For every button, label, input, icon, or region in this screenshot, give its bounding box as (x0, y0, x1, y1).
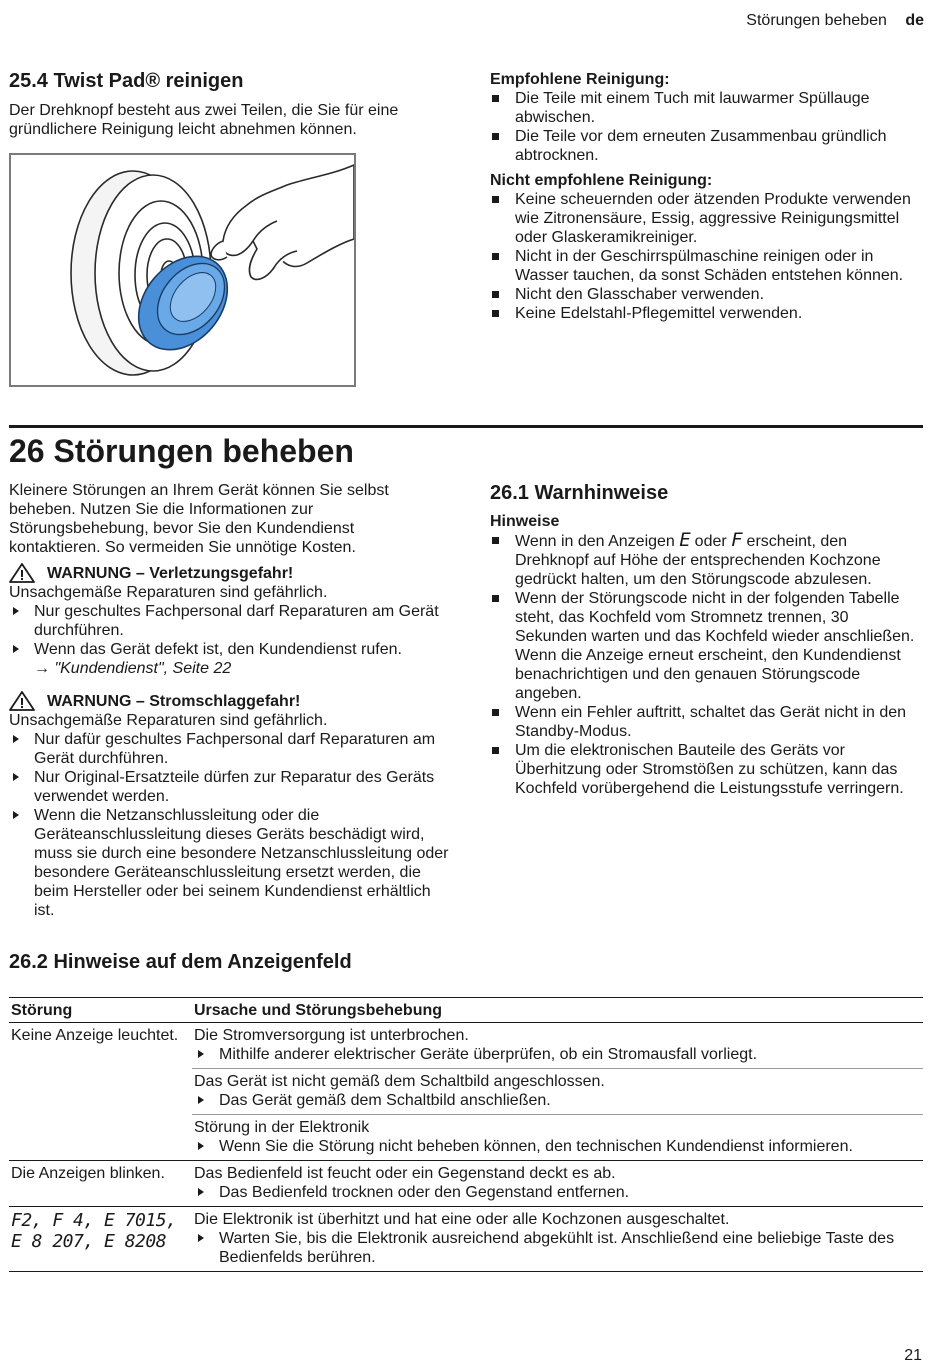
warning-injury-list (9, 602, 449, 659)
warning-injury-text: Unsachgemäße Reparaturen sind gefährlich. (9, 584, 328, 601)
list-item: Nur geschultes Fachpersonal darf Reparaturen am Gerät durchführen. (9, 602, 449, 640)
cause-cell (192, 1115, 923, 1161)
section-25-4-title: 25.4 Twist Pad® reinigen (9, 70, 244, 92)
table-row (9, 1023, 923, 1069)
lcd-code-f: F (731, 529, 743, 551)
warning-injury (9, 563, 449, 678)
cause-cell (192, 1207, 923, 1272)
warning-injury-heading (9, 563, 449, 583)
lcd-code-e: E (679, 529, 691, 551)
table-header-row (9, 998, 923, 1023)
chapter-26-intro: Kleinere Störungen an Ihrem Gerät können Sie selbst beheben. Nutzen Sie die Informationen zur Störungsbehebung, bevor Sie den Kundendienst kontaktieren. So vermeiden Sie unnötige Kosten. (9, 482, 389, 556)
fault-cell: Die Anzeigen blinken. (9, 1161, 192, 1207)
warning-shock-heading (9, 691, 449, 711)
hint-text: Wenn in den Anzeigen (515, 533, 680, 550)
cause-text: Das Gerät ist nicht gemäß dem Schaltbild angeschlossen. (194, 1073, 605, 1090)
header-section: Störungen beheben (746, 12, 887, 29)
list-item: Die Teile mit einem Tuch mit lauwarmer Spüllauge abwischen. (490, 89, 915, 127)
fault-table (9, 997, 923, 1272)
cause-cell (192, 1161, 923, 1207)
not-recommended-cleaning-title: Nicht empfohlene Reinigung: (490, 172, 713, 189)
page-number: 21 (904, 1347, 922, 1364)
cause-cell (192, 1069, 923, 1115)
list-item: Nicht den Glasschaber verwenden. (490, 285, 915, 304)
section-26-2-title: 26.2 Hinweise auf dem Anzeigenfeld (9, 951, 352, 973)
cause-text: Die Elektronik ist überhitzt und hat eine oder alle Kochzonen ausgeschaltet. (194, 1211, 730, 1228)
section-26-1-title: 26.1 Warnhinweise (490, 482, 669, 504)
list-item: Wenn der Störungscode nicht in der folgenden Tabelle steht, das Kochfeld vom Stromnetz trennen, 30 Sekunden warten und das Kochfeld wieder anschließen. Wenn die Anzeige erneut erscheint, den Kundendienst benachrichtigen und den genauen Störungscode angeben. (490, 589, 915, 703)
list-item: Das Bedienfeld trocknen oder den Gegenstand entfernen. (194, 1183, 921, 1202)
hints-subheading: Hinweise (490, 513, 560, 530)
header-lang: de (905, 12, 924, 29)
cause-text: Die Stromversorgung ist unterbrochen. (194, 1027, 469, 1044)
warning-shock-title: WARNUNG – Stromschlaggefahr! (47, 692, 301, 710)
hint-text: oder (690, 533, 732, 550)
column-header-cause: Ursache und Störungsbehebung (192, 998, 923, 1023)
cause-cell (192, 1023, 923, 1069)
warning-electric-shock (9, 691, 449, 920)
cause-text: Störung in der Elektronik (194, 1119, 370, 1136)
hint-text: erscheint, den Drehknopf auf Höhe der entsprechenden Kochzone gedrückt halten, um den Störungscode abzulesen. (515, 533, 881, 588)
list-item: Nur dafür geschultes Fachpersonal darf Reparaturen am Gerät durchführen. (9, 730, 449, 768)
list-item: Warten Sie, bis die Elektronik ausreichend abgekühlt ist. Anschließend eine beliebige Taste des Bedienfelds berühren. (194, 1229, 921, 1267)
chapter-26-title: 26 Störungen beheben (9, 433, 354, 469)
list-item: Das Gerät gemäß dem Schaltbild anschließen. (194, 1091, 921, 1110)
warning-shock-text: Unsachgemäße Reparaturen sind gefährlich. (9, 712, 328, 729)
not-recommended-cleaning-list (490, 190, 915, 323)
section-25-4-intro: Der Drehknopf besteht aus zwei Teilen, die Sie für eine gründlichere Reinigung leicht abnehmen können. (9, 102, 399, 138)
customer-service-link[interactable]: → "Kundendienst", Seite 22 (34, 660, 232, 677)
list-item: Wenn ein Fehler auftritt, schaltet das Gerät nicht in den Standby-Modus. (490, 703, 915, 741)
recommended-cleaning-title: Empfohlene Reinigung: (490, 71, 670, 88)
hand-removing-knob-icon (11, 155, 354, 385)
list-item: Die Teile vor dem erneuten Zusammenbau gründlich abtrocknen. (490, 127, 915, 165)
warning-injury-title: WARNUNG – Verletzungsgefahr! (47, 564, 294, 582)
warning-shock-list (9, 730, 449, 920)
list-item: Um die elektronischen Bauteile des Geräts vor Überhitzung oder Stromstößen zu schützen, kann das Kochfeld vorübergehend die Leistungsstufe verringern. (490, 741, 915, 798)
running-header (746, 11, 924, 30)
list-item: Nicht in der Geschirrspülmaschine reinigen oder in Wasser tauchen, da sonst Schäden entstehen können. (490, 247, 915, 285)
list-item: Keine Edelstahl-Pflegemittel verwenden. (490, 304, 915, 323)
list-item: Mithilfe anderer elektrischer Geräte überprüfen, ob ein Stromausfall vorliegt. (194, 1045, 921, 1064)
list-item: Keine scheuernden oder ätzenden Produkte verwenden wie Zitronensäure, Essig, aggressive Reinigungsmittel oder Glaskeramikreiniger. (490, 190, 915, 247)
twist-pad-illustration (9, 153, 356, 387)
hints-list (490, 531, 915, 798)
table-row (9, 1207, 923, 1272)
recommended-cleaning-list (490, 89, 915, 165)
list-item: Wenn die Netzanschlussleitung oder die Geräteanschlussleitung dieses Geräts beschädigt wird, muss sie durch eine besondere Netzanschlussleitung oder besondere Geräteanschlussleitung ersetzt werden, die beim Hersteller oder bei seinem Kundendienst erhältlich ist. (9, 806, 449, 920)
list-item: Nur Original-Ersatzteile dürfen zur Reparatur des Geräts verwendet werden. (9, 768, 449, 806)
list-item: Wenn das Gerät defekt ist, den Kundendienst rufen. (9, 640, 449, 659)
fault-cell-lcd-codes: F2, F 4, E 7015, E 8 207, E 8208 (9, 1207, 192, 1272)
section-26-1-body (490, 512, 915, 798)
list-item: Wenn Sie die Störung nicht beheben können, den technischen Kundendienst informieren. (194, 1137, 921, 1156)
column-header-fault: Störung (9, 998, 192, 1023)
fault-cell: Keine Anzeige leuchtet. (9, 1023, 192, 1161)
cause-text: Das Bedienfeld ist feucht oder ein Gegenstand deckt es ab. (194, 1165, 616, 1182)
warning-triangle-icon (9, 563, 35, 583)
warning-triangle-icon (9, 691, 35, 711)
list-item (490, 531, 915, 589)
chapter-divider (9, 425, 923, 428)
table-row (9, 1161, 923, 1207)
